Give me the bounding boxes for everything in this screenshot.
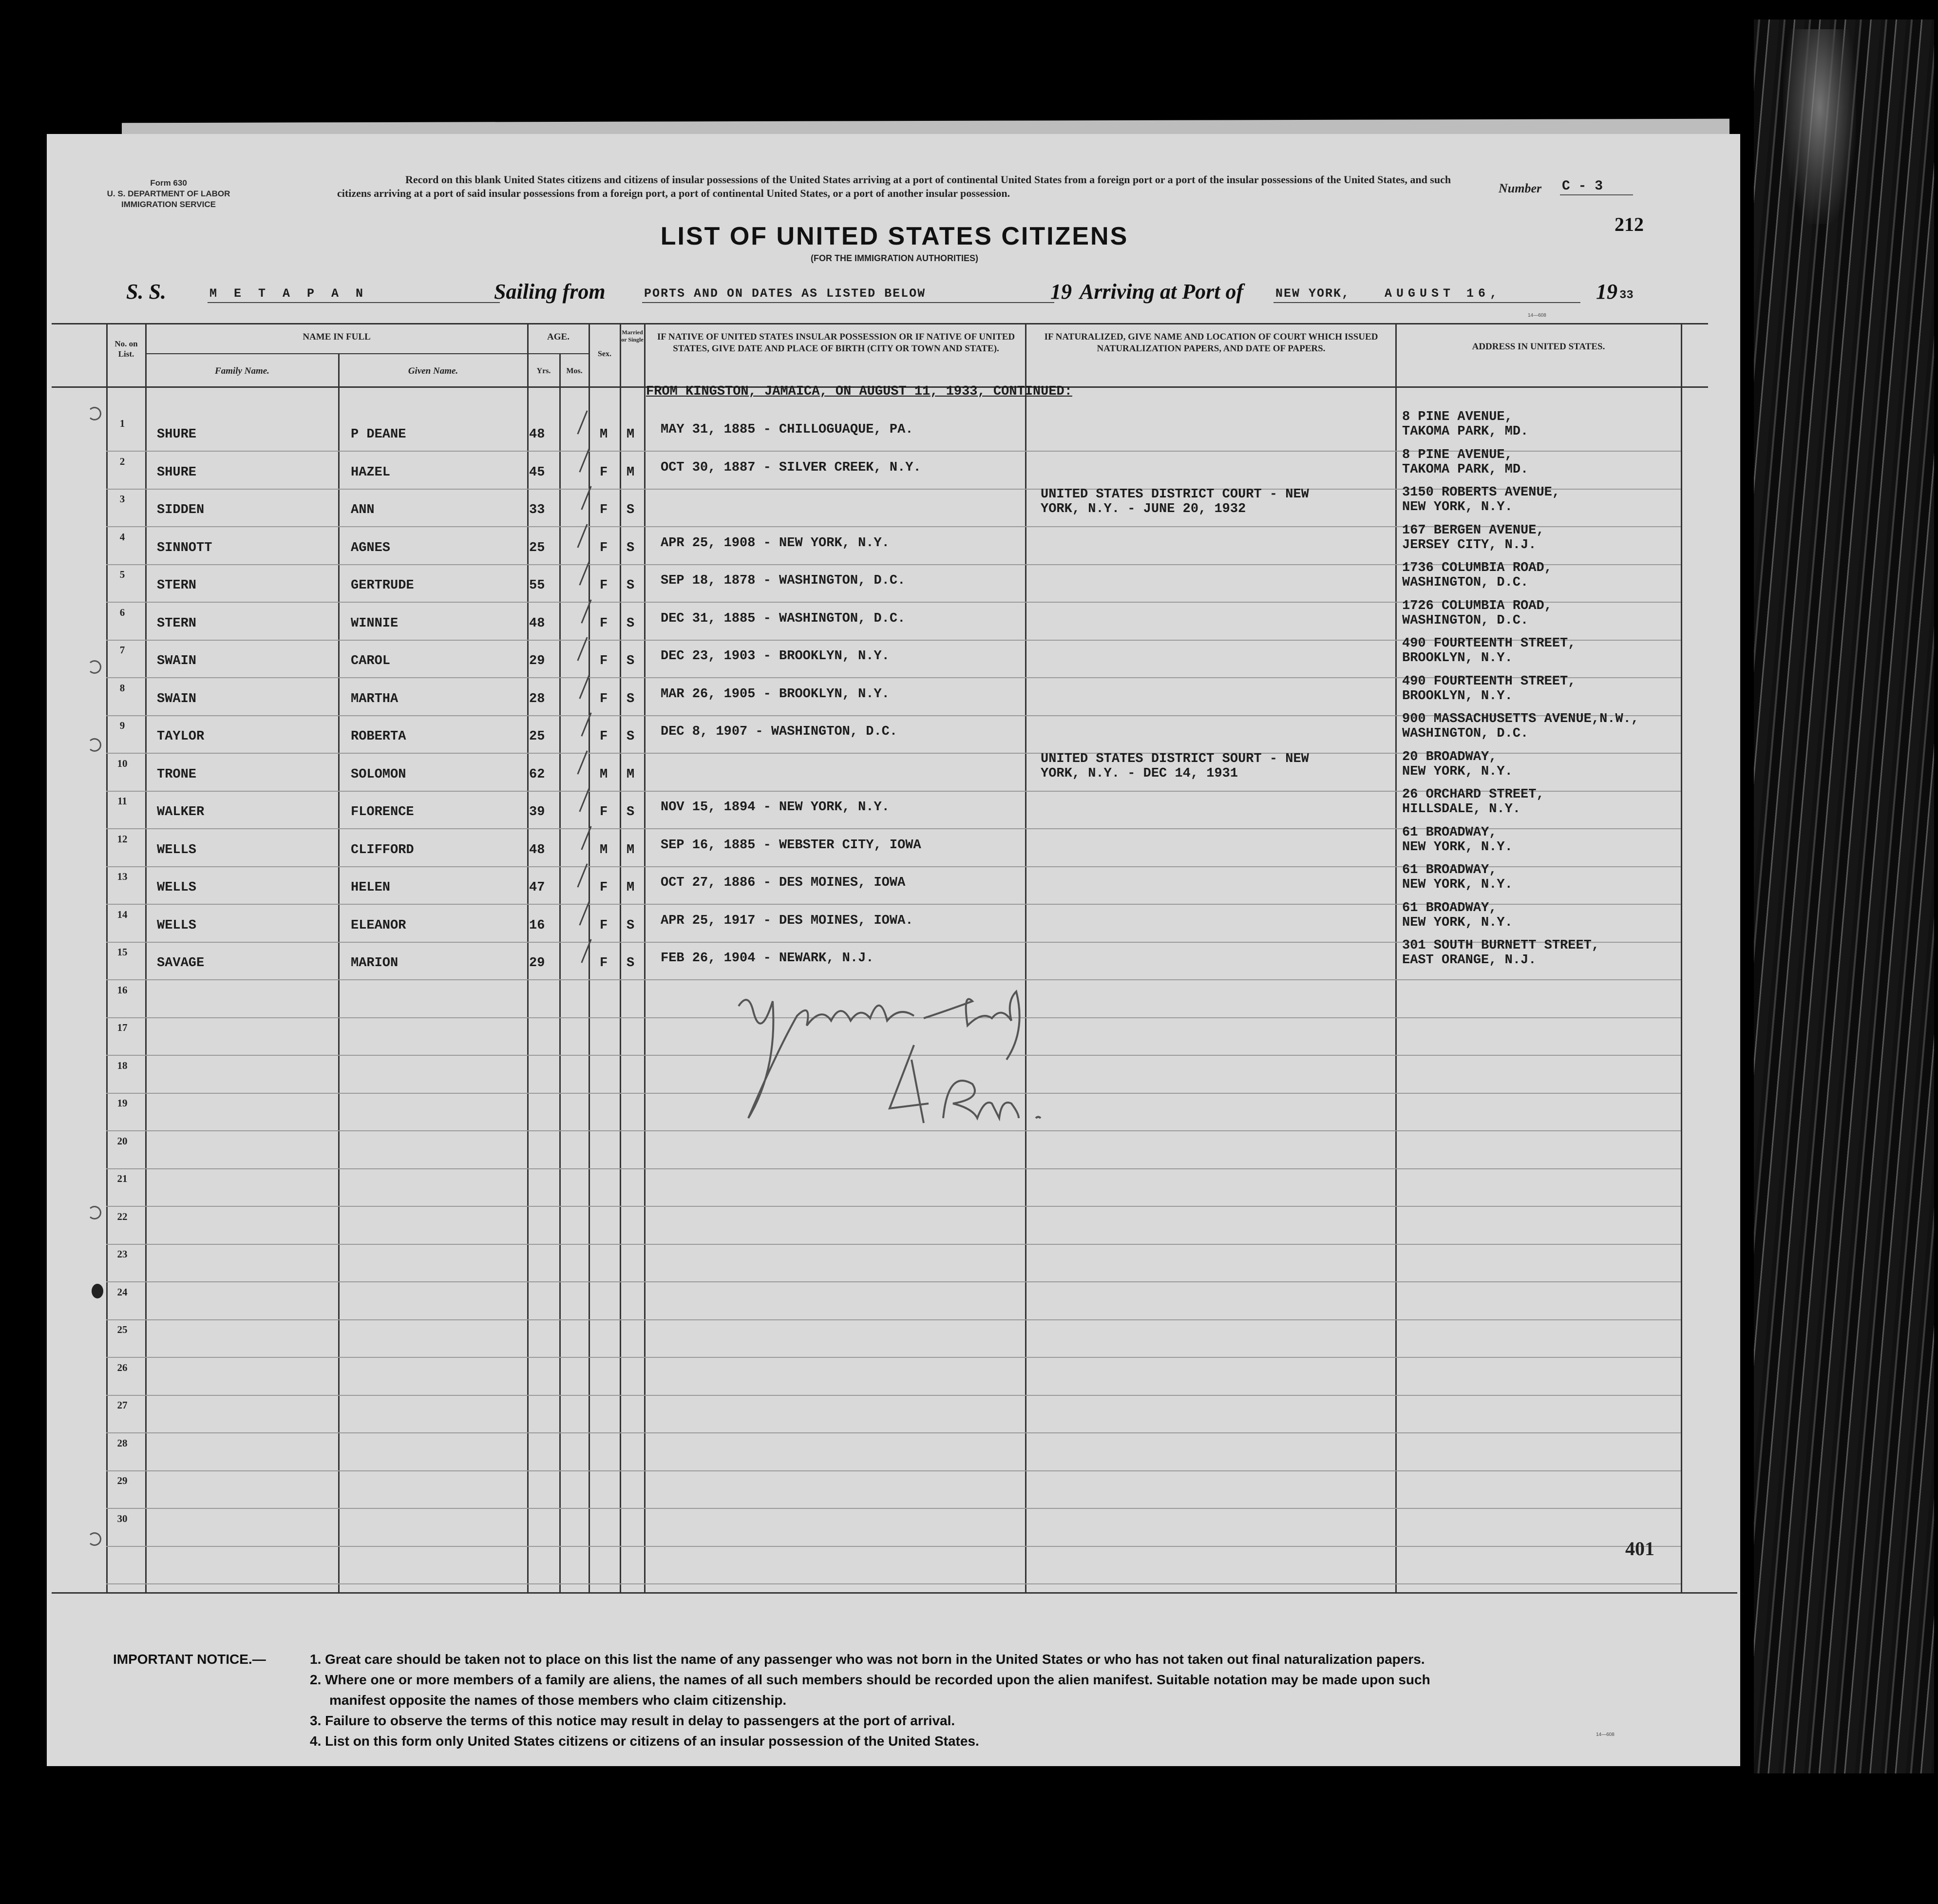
- col-divider: [559, 353, 561, 1593]
- sex: M: [600, 843, 608, 857]
- birth-date-place: DEC 8, 1907 - WASHINGTON, D.C.: [661, 724, 898, 739]
- address-line-2: WASHINGTON, D.C.: [1402, 613, 1529, 628]
- col-divider: [338, 353, 340, 1593]
- row-number: 2: [119, 456, 125, 467]
- year-suffix-2: 33: [1619, 289, 1634, 302]
- given-name: SOLOMON: [351, 767, 406, 782]
- notice-code: 14—608: [1596, 1732, 1615, 1737]
- col-header-yrs: Yrs.: [536, 367, 551, 375]
- family-name: WELLS: [157, 918, 197, 933]
- ruled-line: [106, 1281, 1681, 1282]
- col-divider: [620, 324, 621, 1593]
- scan-border-right: [1754, 19, 1934, 1773]
- birth-date-place: APR 25, 1908 - NEW YORK, N.Y.: [661, 536, 890, 551]
- given-name: FLORENCE: [351, 805, 414, 819]
- ruled-line: [106, 1319, 1681, 1320]
- address-line-1: 490 FOURTEENTH STREET,: [1402, 674, 1576, 689]
- birth-date-place: APR 25, 1917 - DES MOINES, IOWA.: [661, 914, 913, 928]
- sex: F: [600, 503, 608, 517]
- header-subrule: [145, 353, 589, 354]
- address-line-1: 301 SOUTH BURNETT STREET,: [1402, 938, 1600, 953]
- notice-item-2b: manifest opposite the names of those members who claim citizenship.: [329, 1693, 787, 1708]
- col-divider: [1681, 324, 1682, 1593]
- ruled-line: [106, 1470, 1681, 1471]
- naturalization-court: UNITED STATES DISTRICT SOURT - NEW: [1041, 752, 1309, 766]
- row-number: 8: [119, 682, 125, 694]
- birth-date-place: MAR 26, 1905 - BROOKLYN, N.Y.: [661, 687, 890, 702]
- row-number: 28: [117, 1437, 128, 1449]
- sex: F: [600, 692, 608, 706]
- ruled-line: [106, 1583, 1681, 1584]
- col-divider: [106, 324, 108, 1593]
- marital-status: M: [627, 843, 635, 857]
- sex: F: [600, 654, 608, 668]
- notice-item-1: 1. Great care should be taken not to place on this list the name of any passenger who was not born in the United States or who has not taken out final naturalization papers.: [310, 1652, 1425, 1667]
- address-line-1: 61 BROADWAY,: [1402, 901, 1497, 915]
- stamp-number: 401: [1625, 1538, 1654, 1560]
- sex: F: [600, 880, 608, 895]
- age-years: 16: [529, 918, 545, 933]
- sex: F: [600, 805, 608, 819]
- sex: F: [600, 541, 608, 555]
- port-underline: [1273, 302, 1580, 303]
- col-header-mos: Mos.: [566, 367, 583, 375]
- col-divider: [1025, 324, 1026, 1593]
- row-number: 9: [119, 720, 125, 731]
- address-line-1: 900 MASSACHUSETTS AVENUE,N.W.,: [1402, 712, 1639, 726]
- age-years: 25: [529, 541, 545, 555]
- notice-item-2: [113, 1670, 1721, 1711]
- row-number: 12: [117, 833, 128, 845]
- family-name: WELLS: [157, 843, 197, 857]
- year-prefix-1: 19: [1050, 280, 1072, 304]
- address-line-2: WASHINGTON, D.C.: [1402, 726, 1529, 741]
- address-line-1: 1736 COLUMBIA ROAD,: [1402, 561, 1552, 575]
- age-years: 48: [529, 616, 545, 631]
- sex: F: [600, 578, 608, 593]
- address-line-2: EAST ORANGE, N.J.: [1402, 953, 1537, 968]
- age-years: 47: [529, 880, 545, 895]
- number-label: Number: [1499, 181, 1542, 195]
- family-name: TAYLOR: [157, 729, 205, 744]
- marital-status: S: [627, 616, 635, 631]
- age-years: 62: [529, 767, 545, 782]
- marital-status: M: [627, 880, 635, 895]
- age-years: 48: [529, 427, 545, 442]
- age-years: 33: [529, 503, 545, 517]
- col-divider: [145, 324, 147, 1593]
- row-number: 23: [117, 1248, 128, 1260]
- port-value: NEW YORK,: [1275, 286, 1350, 301]
- arrival-date: AUGUST 16,: [1385, 286, 1502, 301]
- given-name: ELEANOR: [351, 918, 406, 933]
- document-subtitle: (FOR THE IMMIGRATION AUTHORITIES): [811, 253, 978, 263]
- address-line-1: 3150 ROBERTS AVENUE,: [1402, 485, 1560, 500]
- binder-hole-mark: [88, 1532, 101, 1546]
- address-line-2: HILLSDALE, N.Y.: [1402, 802, 1521, 817]
- row-number: 26: [117, 1362, 128, 1373]
- tick-mark: [577, 524, 588, 548]
- binder-hole-mark: [88, 660, 101, 674]
- ss-label: S. S.: [126, 280, 166, 304]
- age-years: 29: [529, 654, 545, 668]
- row-number: 16: [117, 984, 128, 996]
- col-header-age: AGE.: [547, 332, 570, 342]
- important-notice: [113, 1649, 1721, 1752]
- row-number: 11: [117, 795, 127, 807]
- birth-date-place: OCT 27, 1886 - DES MOINES, IOWA: [661, 876, 906, 890]
- address-line-2: JERSEY CITY, N.J.: [1402, 538, 1537, 552]
- col-divider: [589, 324, 590, 1593]
- address-line-1: 26 ORCHARD STREET,: [1402, 787, 1544, 802]
- address-line-1: 20 BROADWAY,: [1402, 750, 1497, 764]
- ruled-line: [106, 1244, 1681, 1245]
- given-name: HAZEL: [351, 465, 391, 480]
- address-line-2: NEW YORK, N.Y.: [1402, 915, 1513, 930]
- notice-item-2a: 2. Where one or more members of a family are aliens, the names of all such members should be recorded upon the alien manifest. Suitable notation may be made upon such: [310, 1672, 1430, 1687]
- row-number: 10: [117, 758, 128, 769]
- service: IMMIGRATION SERVICE: [121, 200, 216, 209]
- sex: F: [600, 729, 608, 744]
- naturalization-court: UNITED STATES DISTRICT COURT - NEW: [1041, 487, 1309, 502]
- ship-underline: [208, 302, 500, 303]
- col-header-no: No. on List.: [114, 339, 138, 359]
- marital-status: S: [627, 956, 635, 971]
- form-id-block: [100, 178, 237, 210]
- row-number: 1: [119, 418, 125, 429]
- sailing-from-label: Sailing from: [494, 280, 606, 304]
- age-years: 45: [529, 465, 545, 480]
- ruled-line: [106, 1357, 1681, 1358]
- address-line-2: BROOKLYN, N.Y.: [1402, 689, 1513, 704]
- row-number: 17: [117, 1022, 128, 1033]
- manifest-sheet: [47, 134, 1740, 1766]
- family-name: SWAIN: [157, 692, 197, 706]
- ruled-line: [106, 1432, 1681, 1433]
- row-number: 7: [119, 644, 125, 656]
- given-name: P DEANE: [351, 427, 406, 442]
- ship-name: M E T A P A N: [209, 286, 368, 301]
- address-line-2: NEW YORK, N.Y.: [1402, 840, 1513, 855]
- family-name: TRONE: [157, 767, 197, 782]
- marital-status: M: [627, 427, 635, 442]
- row-number: 4: [119, 531, 125, 543]
- address-line-1: 490 FOURTEENTH STREET,: [1402, 636, 1576, 651]
- row-number: 19: [117, 1097, 128, 1109]
- col-header-naturalized: IF NATURALIZED, GIVE NAME AND LOCATION OF COURT WHICH ISSUED NATURALIZATION PAPERS, AND DATE OF PAPERS.: [1044, 332, 1378, 354]
- address-line-1: 167 BERGEN AVENUE,: [1402, 523, 1544, 538]
- family-name: SWAIN: [157, 654, 197, 668]
- given-name: ANN: [351, 503, 375, 517]
- sex: F: [600, 616, 608, 631]
- sex: M: [600, 767, 608, 782]
- page-number: 212: [1615, 213, 1644, 235]
- family-name: SIDDEN: [157, 503, 205, 517]
- row-number: 5: [119, 569, 125, 580]
- binder-hole-mark: [88, 1206, 101, 1219]
- department: U. S. DEPARTMENT OF LABOR: [107, 189, 230, 198]
- ruled-line: [106, 1395, 1681, 1396]
- marital-status: S: [627, 805, 635, 819]
- number-underline: [1560, 194, 1633, 195]
- col-header-given: Given Name.: [408, 366, 458, 376]
- section-note: FROM KINGSTON, JAMAICA, ON AUGUST 11, 1933, CONTINUED:: [646, 384, 1072, 399]
- address-line-1: 8 PINE AVENUE,: [1402, 448, 1513, 462]
- birth-date-place: FEB 26, 1904 - NEWARK, N.J.: [661, 951, 874, 966]
- address-line-1: 8 PINE AVENUE,: [1402, 410, 1513, 424]
- sailing-from-value: PORTS AND ON DATES AS LISTED BELOW: [644, 286, 926, 301]
- ruled-line: [106, 1546, 1681, 1547]
- col-divider: [644, 324, 646, 1593]
- handwritten-inspector-signature: [719, 972, 1119, 1225]
- given-name: CAROL: [351, 654, 391, 668]
- family-name: WALKER: [157, 805, 205, 819]
- sex: M: [600, 427, 608, 442]
- row-number: 18: [117, 1060, 128, 1071]
- age-years: 28: [529, 692, 545, 706]
- year-prefix-2: 19: [1596, 280, 1617, 304]
- birth-date-place: SEP 16, 1885 - WEBSTER CITY, IOWA: [661, 838, 921, 853]
- col-divider: [1395, 324, 1397, 1593]
- tick-mark: [577, 410, 588, 434]
- tick-mark: [577, 750, 588, 774]
- family-name: SAVAGE: [157, 956, 205, 971]
- small-print-code: 14—608: [1528, 313, 1546, 318]
- row-number: 27: [117, 1399, 128, 1411]
- marital-status: S: [627, 692, 635, 706]
- naturalization-date: YORK, N.Y. - JUNE 20, 1932: [1041, 502, 1246, 516]
- row-number: 3: [119, 493, 125, 505]
- col-header-native: IF NATIVE OF UNITED STATES INSULAR POSSESSION OR IF NATIVE OF UNITED STATES, GIVE DATE AND PLACE OF BIRTH (CITY OR TOWN AND STATE).: [657, 332, 1015, 354]
- tick-mark: [581, 599, 591, 623]
- naturalization-date: YORK, N.Y. - DEC 14, 1931: [1041, 766, 1238, 781]
- table-bottom-rule: [52, 1592, 1737, 1594]
- birth-date-place: SEP 18, 1878 - WASHINGTON, D.C.: [661, 573, 906, 588]
- age-years: 48: [529, 843, 545, 857]
- binder-hole-mark: [88, 407, 101, 420]
- birth-date-place: DEC 31, 1885 - WASHINGTON, D.C.: [661, 611, 906, 626]
- address-line-2: WASHINGTON, D.C.: [1402, 575, 1529, 590]
- binder-hole-punch: [92, 1284, 103, 1298]
- address-line-2: TAKOMA PARK, MD.: [1402, 424, 1529, 439]
- age-years: 55: [529, 578, 545, 593]
- address-line-1: 61 BROADWAY,: [1402, 825, 1497, 840]
- marital-status: M: [627, 465, 635, 480]
- birth-date-place: NOV 15, 1894 - NEW YORK, N.Y.: [661, 800, 890, 815]
- sex: F: [600, 465, 608, 480]
- age-years: 39: [529, 805, 545, 819]
- marital-status: S: [627, 729, 635, 744]
- address-line-2: NEW YORK, N.Y.: [1402, 764, 1513, 779]
- given-name: MARION: [351, 956, 399, 971]
- given-name: ROBERTA: [351, 729, 406, 744]
- marital-status: S: [627, 654, 635, 668]
- given-name: GERTRUDE: [351, 578, 414, 593]
- document-title: LIST OF UNITED STATES CITIZENS: [660, 222, 1129, 250]
- age-years: 29: [529, 956, 545, 971]
- marital-status: S: [627, 918, 635, 933]
- notice-item-3: 3. Failure to observe the terms of this notice may result in delay to passengers at the port of arrival.: [310, 1713, 955, 1728]
- row-number: 14: [117, 909, 128, 920]
- form-number: Form 630: [150, 178, 187, 188]
- given-name: WINNIE: [351, 616, 399, 631]
- binder-hole-mark: [88, 738, 101, 752]
- address-line-2: BROOKLYN, N.Y.: [1402, 651, 1513, 666]
- birth-date-place: MAY 31, 1885 - CHILLOGUAQUE, PA.: [661, 422, 913, 437]
- sailing-underline: [642, 302, 1054, 303]
- notice-item-4: 4. List on this form only United States citizens or citizens of an insular possession of the United States.: [310, 1733, 979, 1749]
- given-name: AGNES: [351, 541, 391, 555]
- family-name: STERN: [157, 578, 197, 593]
- table-top-rule: [52, 323, 1708, 324]
- row-number: 22: [117, 1211, 128, 1222]
- sex: F: [600, 956, 608, 971]
- family-name: SINNOTT: [157, 541, 212, 555]
- col-header-family: Family Name.: [215, 366, 269, 376]
- address-line-1: 61 BROADWAY,: [1402, 863, 1497, 877]
- birth-date-place: DEC 23, 1903 - BROOKLYN, N.Y.: [661, 649, 890, 664]
- marital-status: M: [627, 767, 635, 782]
- address-line-2: NEW YORK, N.Y.: [1402, 877, 1513, 892]
- col-header-address: ADDRESS IN UNITED STATES.: [1472, 342, 1605, 352]
- row-number: 20: [117, 1135, 128, 1147]
- row-number: 25: [117, 1324, 128, 1335]
- address-line-2: NEW YORK, N.Y.: [1402, 500, 1513, 514]
- marital-status: S: [627, 503, 635, 517]
- arriving-label: Arriving at Port of: [1080, 280, 1244, 304]
- col-header-married: Married or Single: [621, 329, 644, 343]
- col-divider: [527, 324, 529, 1593]
- scan-artifact: [1783, 29, 1856, 224]
- age-years: 25: [529, 729, 545, 744]
- tick-mark: [581, 826, 591, 850]
- row-number: 30: [117, 1513, 128, 1524]
- ruled-line: [106, 1508, 1681, 1509]
- col-header-sex: Sex.: [598, 350, 611, 358]
- col-header-name: NAME IN FULL: [303, 332, 371, 342]
- marital-status: S: [627, 578, 635, 593]
- given-name: CLIFFORD: [351, 843, 414, 857]
- row-number: 15: [117, 946, 128, 958]
- row-number: 6: [119, 607, 125, 618]
- given-name: MARTHA: [351, 692, 399, 706]
- row-number: 29: [117, 1475, 128, 1486]
- sex: F: [600, 918, 608, 933]
- given-name: HELEN: [351, 880, 391, 895]
- address-line-1: 1726 COLUMBIA ROAD,: [1402, 599, 1552, 613]
- family-name: WELLS: [157, 880, 197, 895]
- family-name: STERN: [157, 616, 197, 631]
- family-name: SHURE: [157, 427, 197, 442]
- birth-date-place: OCT 30, 1887 - SILVER CREEK, N.Y.: [661, 460, 921, 475]
- family-name: SHURE: [157, 465, 197, 480]
- number-value: C - 3: [1562, 179, 1603, 194]
- row-number: 21: [117, 1173, 128, 1184]
- address-line-2: TAKOMA PARK, MD.: [1402, 462, 1529, 477]
- row-number: 13: [117, 871, 128, 882]
- marital-status: S: [627, 541, 635, 555]
- form-instructions: Record on this blank United States citizens and citizens of insular possessions of the United States arriving at a port of continental United States from a foreign port or a port of the insular possessions of the United States, and such citizens arriving at a port of said insular possessions from a foreign port, a port of continental United States, or a port of another insular possession.: [337, 173, 1451, 199]
- row-number: 24: [117, 1286, 128, 1298]
- notice-heading: IMPORTANT NOTICE.—: [113, 1652, 266, 1667]
